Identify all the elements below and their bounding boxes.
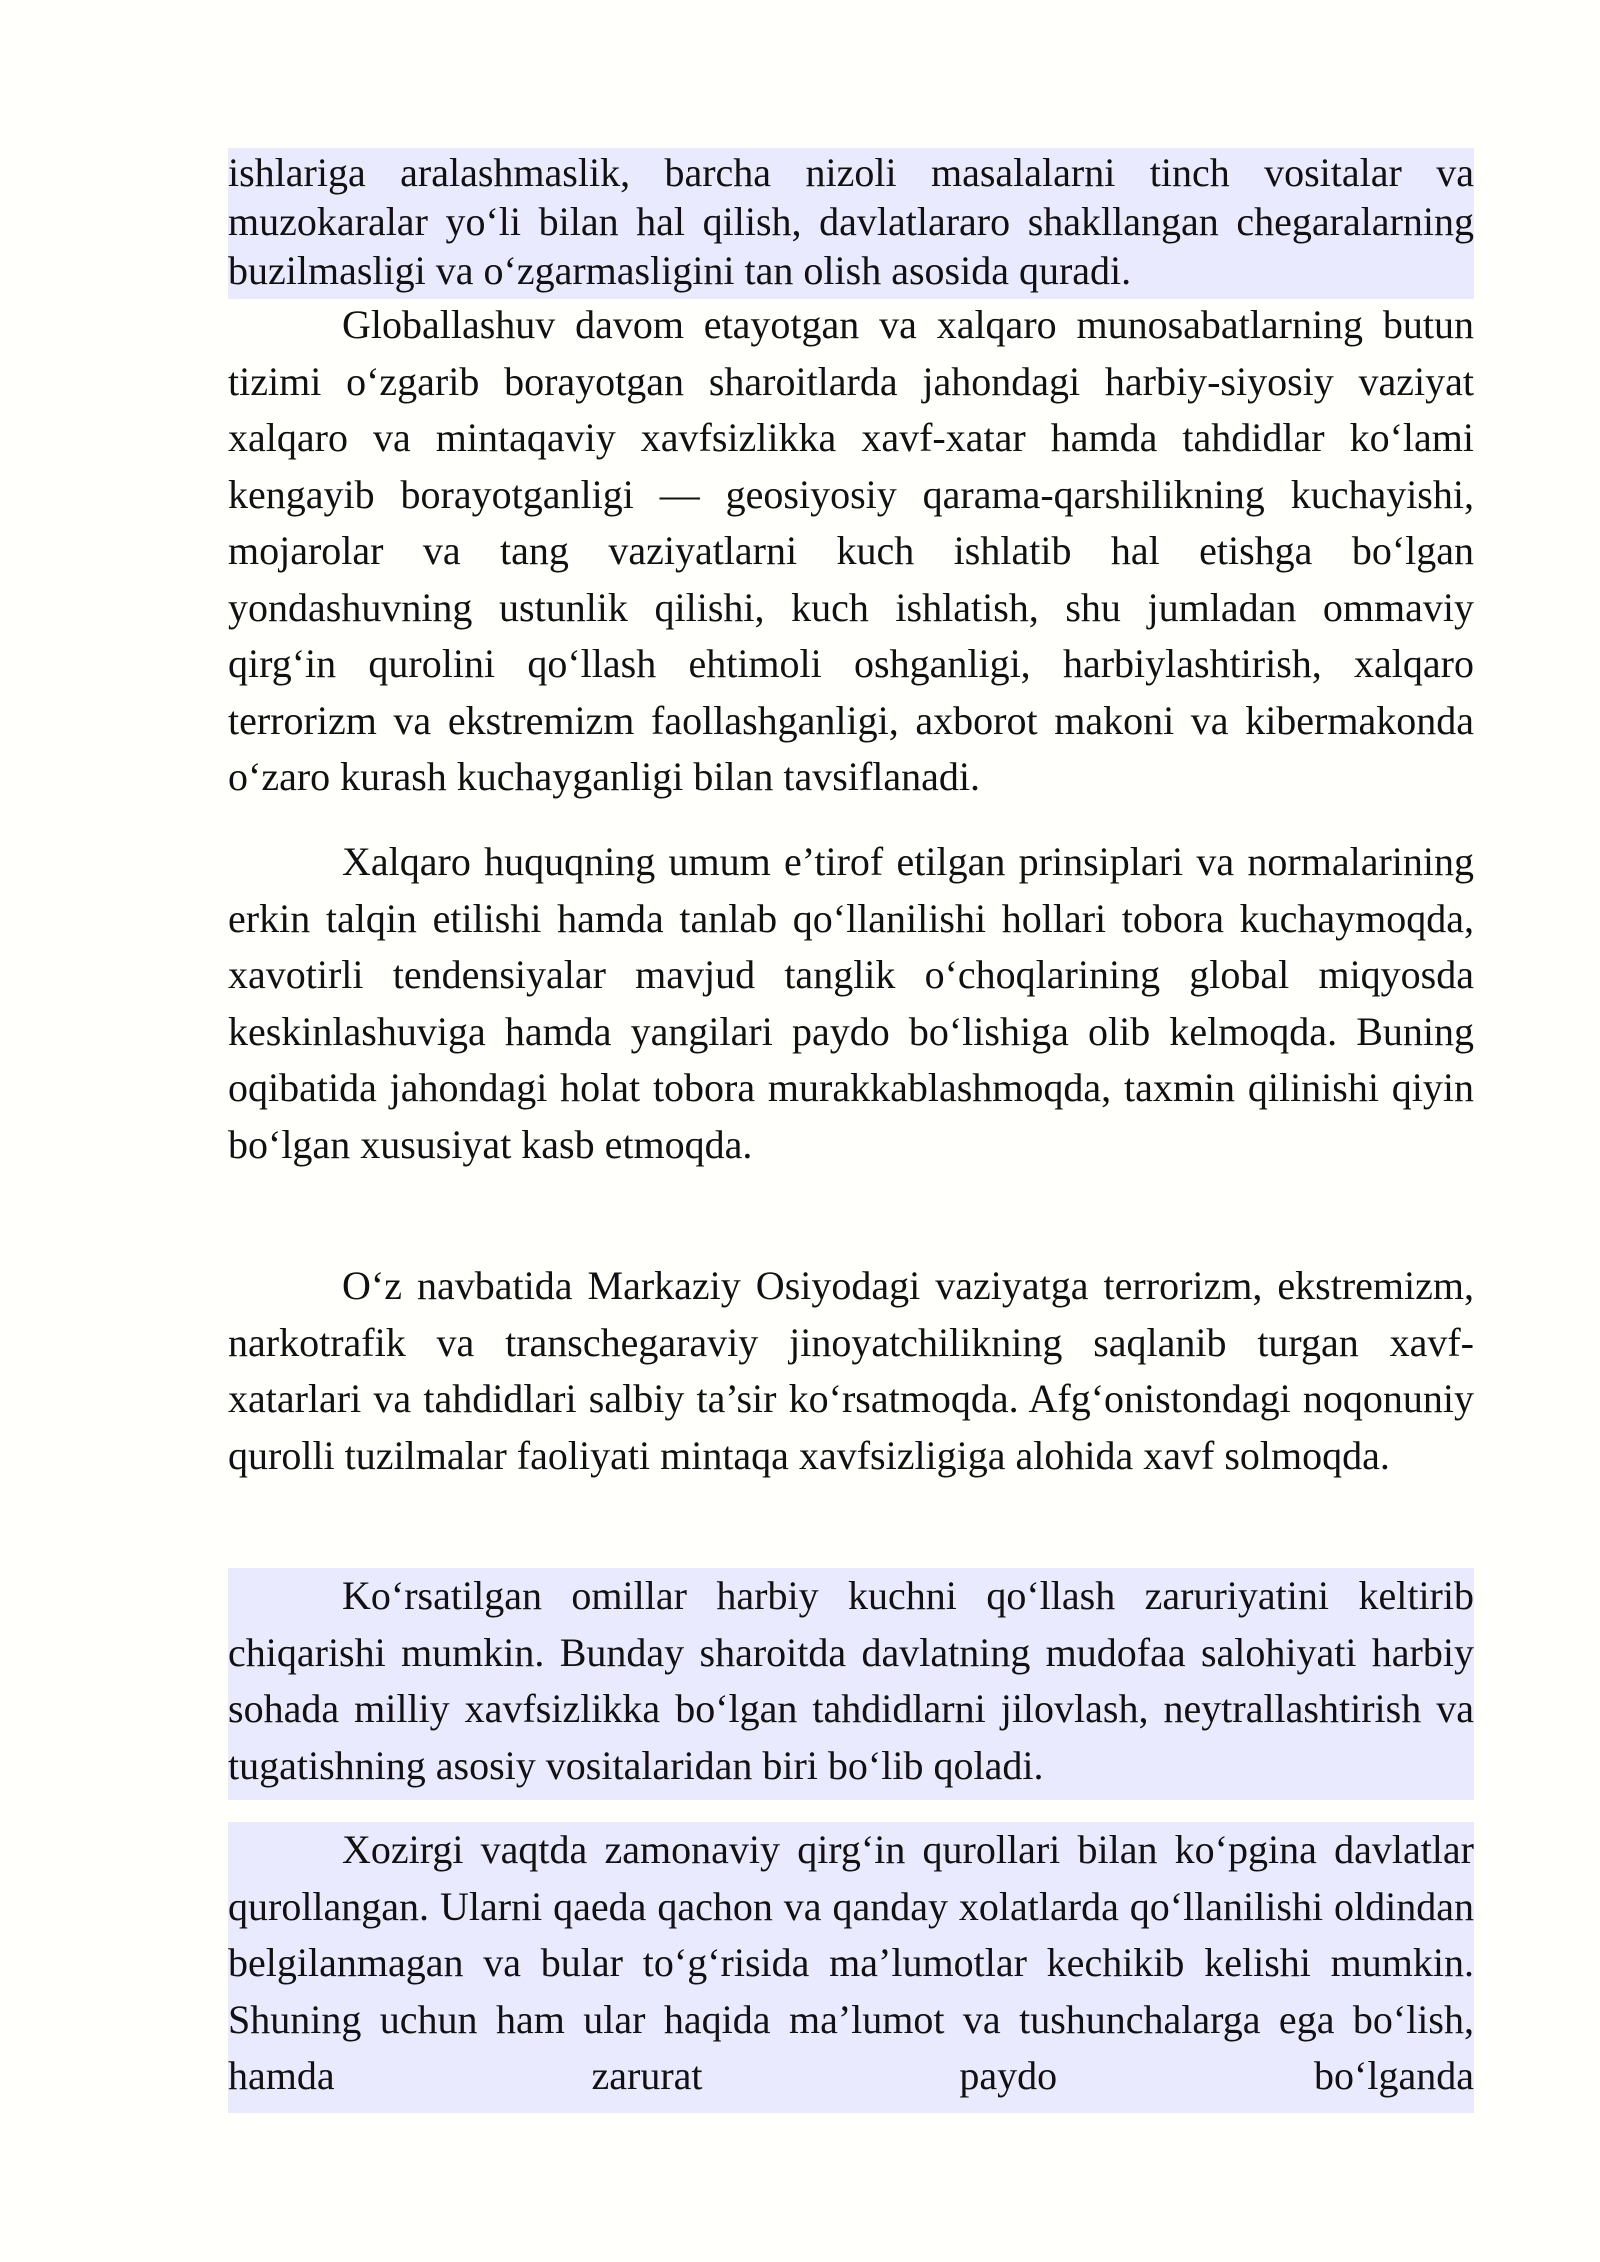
paragraph-military-force: Ko‘rsatilgan omillar harbiy kuchni qo‘llash zaruriyatini keltirib chiqarishi mumkin. Bunday sharoitda davlatning mudofaa salohiyati harbiy sohada milliy xavfsizlikka bo‘lgan tahdidlarni jilovlash, neytrallashtirish va tugatishning asosiy vositalaridan biri bo‘lib qoladi.: [228, 1568, 1474, 1800]
paragraph-modern-weapons: Xozirgi vaqtda zamonaviy qirg‘in qurollari bilan ko‘pgina davlatlar qurollangan. Ularni qaeda qachon va qanday xolatlarda qo‘llanilishi oldindan belgilanmagan va bular to‘g‘risida ma’lumotlar kechikib kelishi mumkin. Shuning uchun ham ular haqida ma’lumot va tushunchalarga ega bo‘lish, hamda zarurat paydo bo‘lganda: [228, 1822, 1474, 2113]
paragraph-globalization: Globallashuv davom etayotgan va xalqaro munosabatlarning butun tizimi o‘zgarib borayotgan sharoitlarda jahondagi harbiy-siyosiy vaziyat xalqaro va mintaqaviy xavfsizlikka xavf-xatar hamda tahdidlar ko‘lami kengayib borayotganligi — geosiyosiy qarama-qarshilikning kuchayishi, mojarolar va tang vaziyatlarni kuch ishlatib hal etishga bo‘lgan yondashuvning ustunlik qilishi, kuch ishlatish, shu jumladan ommaviy qirg‘in qurolini qo‘llash ehtimoli oshganligi, harbiylashtirish, xalqaro terrorizm va ekstremizm faollashganligi, axborot makoni va kibermakonda o‘zaro kurash kuchayganligi bilan tavsiflanadi.: [228, 302, 1474, 799]
paragraph-continuation: ishlariga aralashmaslik, barcha nizoli masalalarni tinch vositalar va muzokaralar yo‘li bilan hal qilish, davlatlararo shakllangan chegaralarning buzilmasligi va o‘zgarmasligini tan olish asosida quradi.: [228, 148, 1474, 299]
paragraph-central-asia: O‘z navbatida Markaziy Osiyodagi vaziyatga terrorizm, ekstremizm, narkotrafik va transchegaraviy jinoyatchilikning saqlanib turgan xavf-xatarlari va tahdidlari salbiy ta’sir ko‘rsatmoqda. Afg‘onistondagi noqonuniy qurolli tuzilmalar faoliyati mintaqa xavfsizligiga alohida xavf solmoqda.: [228, 1263, 1474, 1478]
paragraph-international-law: Xalqaro huquqning umum e’tirof etilgan prinsiplari va normalarining erkin talqin etilishi hamda tanlab qo‘llanilishi hollari tobora kuchaymoqda, xavotirli tendensiyalar mavjud tanglik o‘choqlarining global miqyosda keskinlashuviga hamda yangilari paydo bo‘lishiga olib kelmoqda. Buning oqibatida jahondagi holat tobora murakkablashmoqda, taxmin qilinishi qiyin bo‘lgan xususiyat kasb etmoqda.: [228, 839, 1474, 1167]
